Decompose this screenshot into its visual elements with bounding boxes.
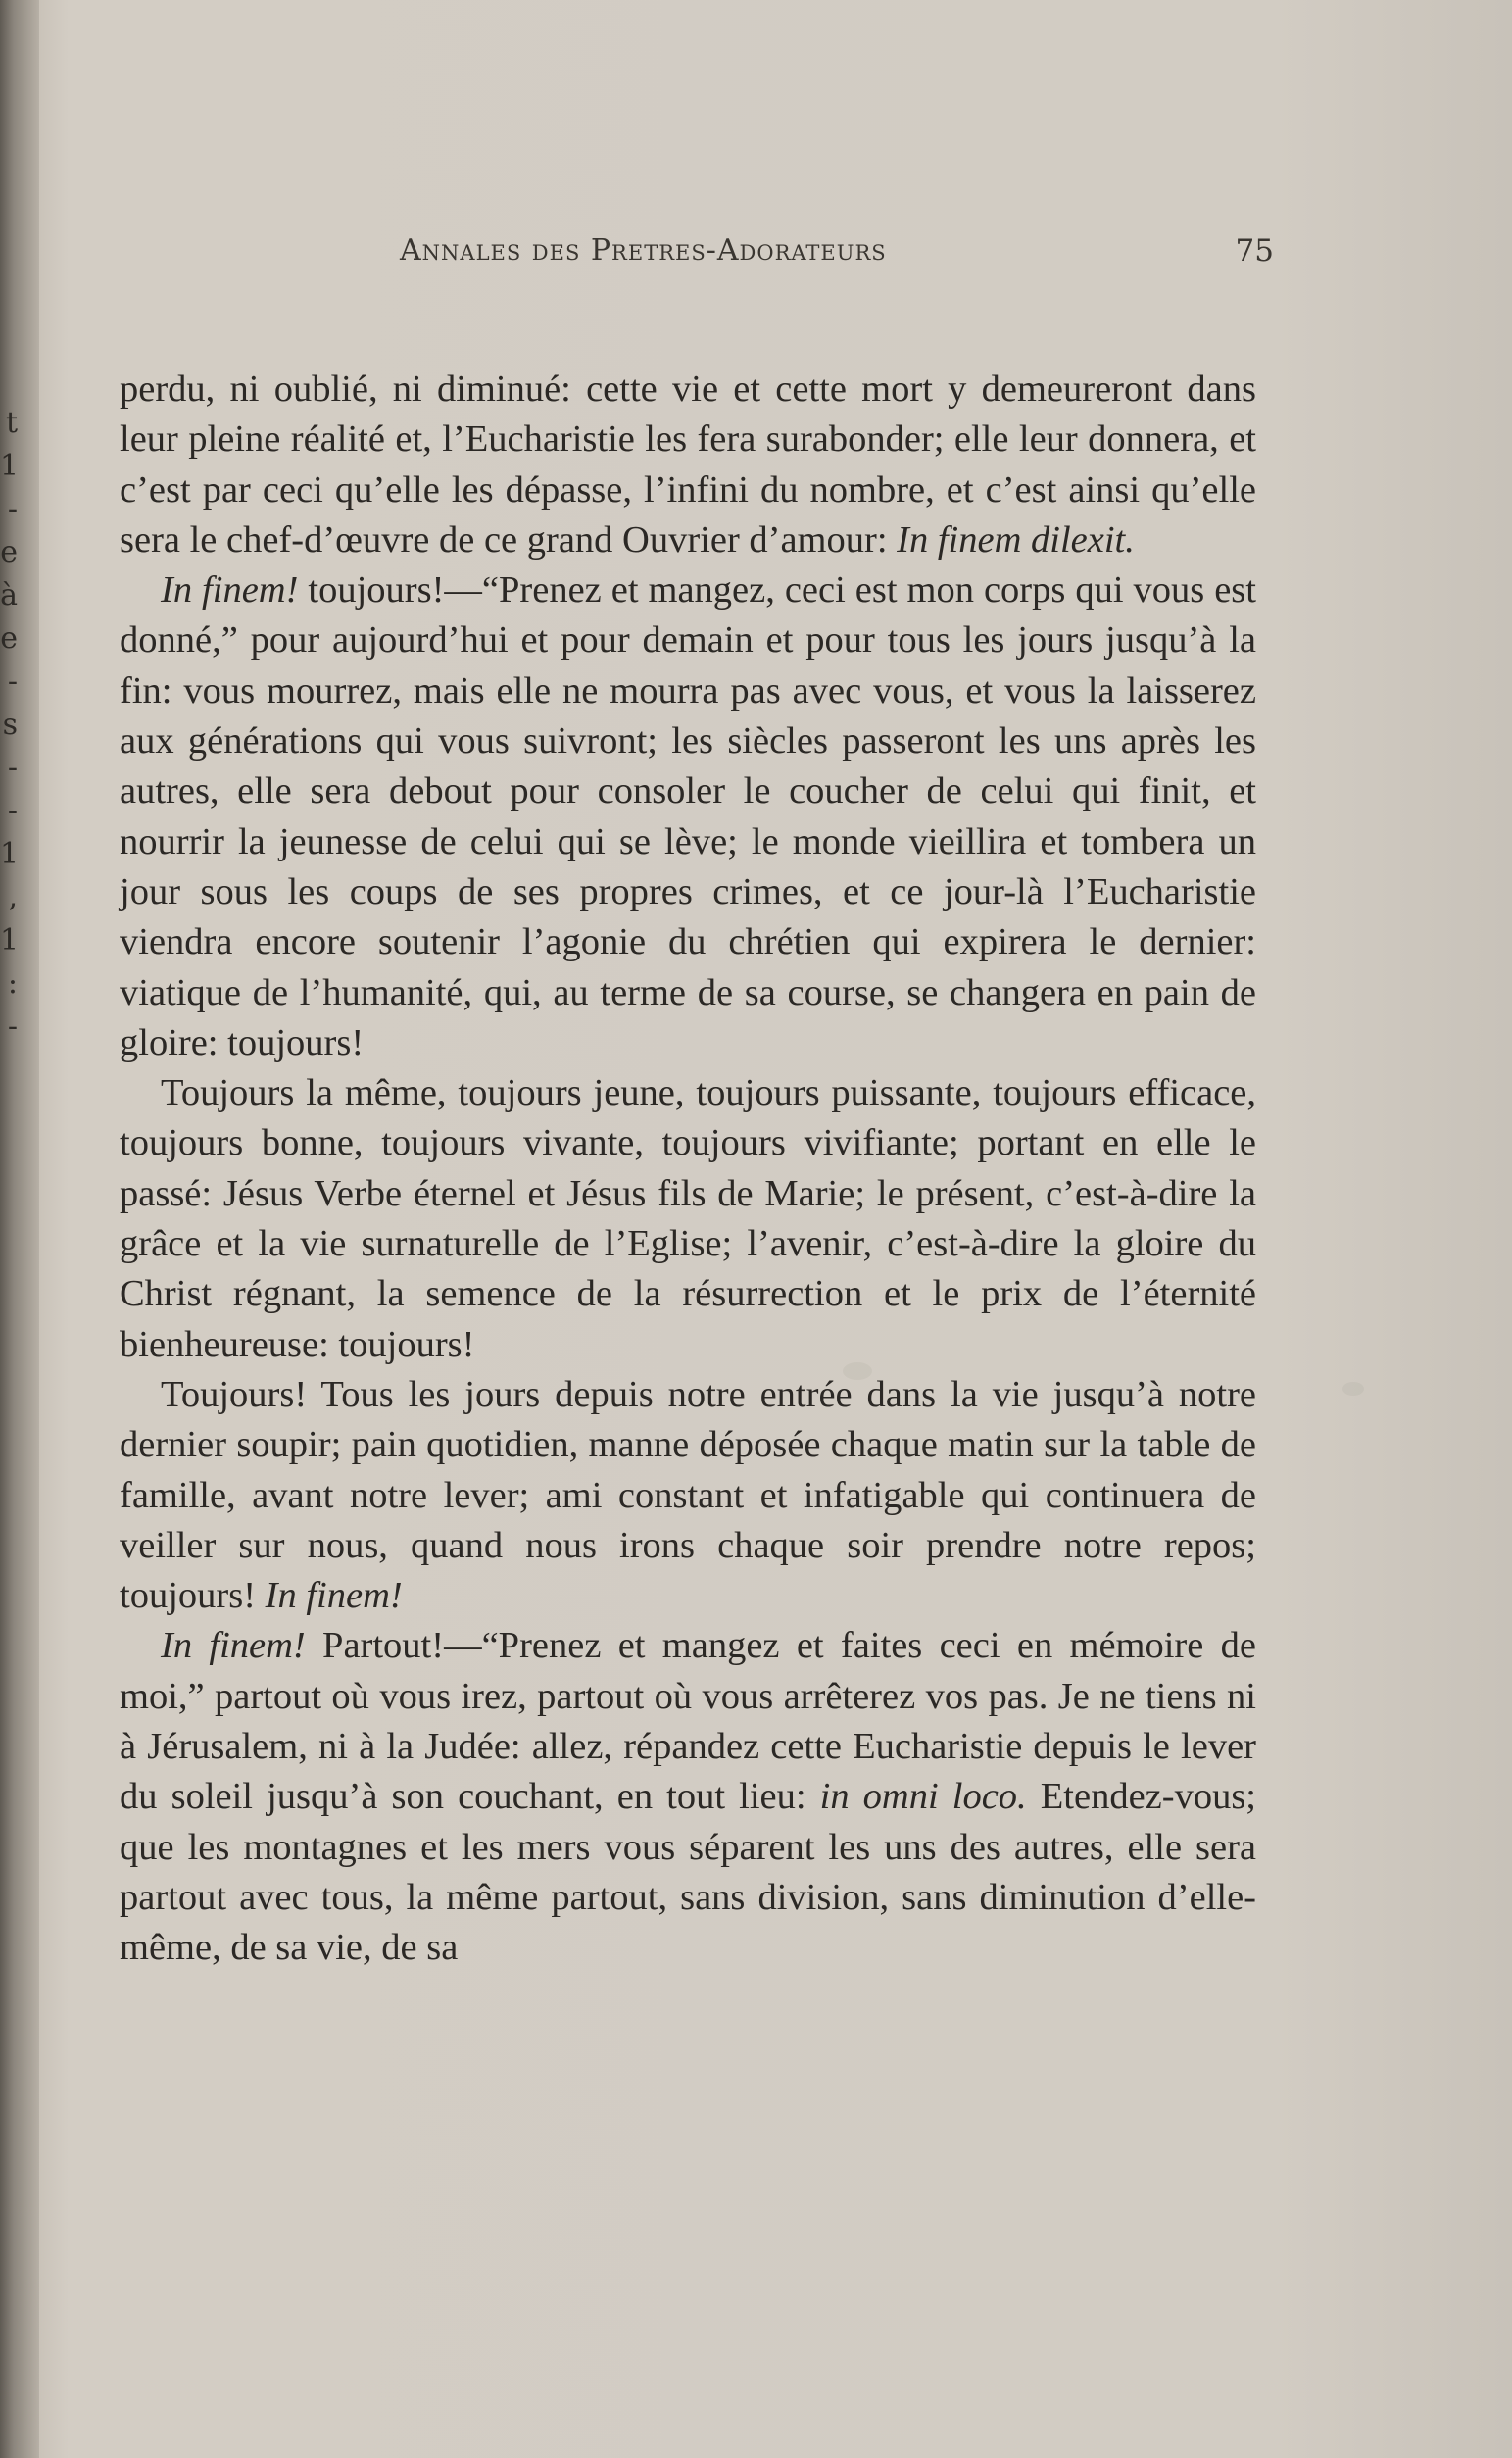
gutter-fragment: 1 (0, 923, 20, 958)
text-run: perdu, ni oublié, ni diminué: cette vie et cette mort y demeureront dans leur pleine réalité et, l’Eucharistie les fera surabonder; elle leur donnera, et c’est par ceci qu’elle les dépasse, l’infini du nombre, et c’est ainsi qu’elle sera le chef-d’œuvre de ce grand Ouvrier d’amour: (120, 369, 1256, 561)
gutter-fragment: 1 (0, 449, 20, 483)
page-gutter (0, 0, 39, 2458)
italic-latin-phrase: in omni loco. (819, 1776, 1027, 1818)
gutter-fragment: - (7, 751, 18, 785)
paper-blemish (1342, 1382, 1364, 1396)
text-run: Etendez-vous; que les montagnes et les mers vous séparent les uns des autres, elle sera partout avec tous, la même partout, sans division, sans diminution d’elle-même, de sa vie, de sa (120, 1776, 1256, 1969)
italic-latin-phrase: In finem! (161, 1625, 306, 1667)
gutter-fragment: : (7, 966, 18, 1001)
gutter-fragment: , (8, 880, 18, 914)
page-header (392, 233, 1274, 282)
text-run: Toujours! Tous les jours depuis notre entrée dans la vie jusqu’à notre dernier soupir; pain quotidien, manne déposée chaque matin sur la table de famille, avant notre lever; ami constant et infatigable qui continuera de veiller sur nous, quand nous irons chaque soir prendre notre repos; toujours! (120, 1373, 1256, 1617)
running-title: Annales des Pretres-Adorateurs (400, 233, 887, 268)
italic-latin-phrase: In finem! (265, 1575, 403, 1617)
gutter-fragment: s (2, 708, 18, 742)
paragraph (120, 365, 1256, 565)
page-number: 75 (1235, 233, 1274, 269)
gutter-fragment: e (0, 535, 18, 569)
paragraph (120, 1621, 1256, 1973)
italic-latin-phrase: In finem! (161, 569, 299, 612)
gutter-fragment: e (0, 621, 18, 656)
text-run: Partout!—“Prenez et mangez et faites ceci en mémoire de moi,” partout où vous irez, partout où vous arrêterez vos pas. Je ne tiens ni à Jérusalem, ni à la Judée: allez, répandez cette Eucharistie depuis le lever du soleil jusqu’à son couchant, en tout lieu: (120, 1625, 1256, 1818)
paragraph (120, 565, 1256, 1068)
gutter-fragment: à (0, 578, 18, 613)
gutter-fragment: - (7, 1009, 18, 1044)
gutter-fragment: - (7, 492, 18, 526)
italic-latin-phrase: In finem dilexit. (897, 518, 1135, 561)
gutter-fragment: - (7, 664, 18, 699)
gutter-fragment: t (5, 406, 18, 440)
paragraph (120, 1068, 1256, 1370)
adjacent-page-fragments (0, 402, 18, 1049)
paragraph (120, 1370, 1256, 1621)
body-text (120, 365, 1256, 1974)
text-run: Toujours la même, toujours jeune, toujours puissante, toujours efficace, toujours bonne, toujours vivante, toujours vivifiante; portant en elle le passé: Jésus Verbe éternel et Jésus fils de Marie; le présent, c’est-à-dire la grâce et la vie surnaturelle de l’Eglise; l’avenir, c’est-à-dire la gloire du Christ régnant, la semence de la résurrection et le prix de l’éternité bienheureuse: toujours! (120, 1072, 1256, 1365)
gutter-fragment: 1 (0, 837, 20, 871)
text-run: toujours!—“Prenez et mangez, ceci est mon corps qui vous est donné,” pour aujourd’hui et pour demain et pour tous les jours jusqu’à la fin: vous mourrez, mais elle ne mourra pas avec vous, et vous la laisserez aux générations qui vous suivront; les siècles passeront les uns après les autres, elle sera debout pour consoler le coucher de celui qui finit, et nourrir la jeunesse de celui qui se lève; le monde vieillira et tombera un jour sous les coups de ses propres crimes, et ce jour-là l’Eucharistie viendra encore soutenir l’agonie du chrétien qui expirera le dernier: viatique de l’humanité, qui, au terme de sa course, se changera en pain de gloire: toujours! (120, 569, 1256, 1063)
gutter-fragment: - (7, 794, 18, 828)
